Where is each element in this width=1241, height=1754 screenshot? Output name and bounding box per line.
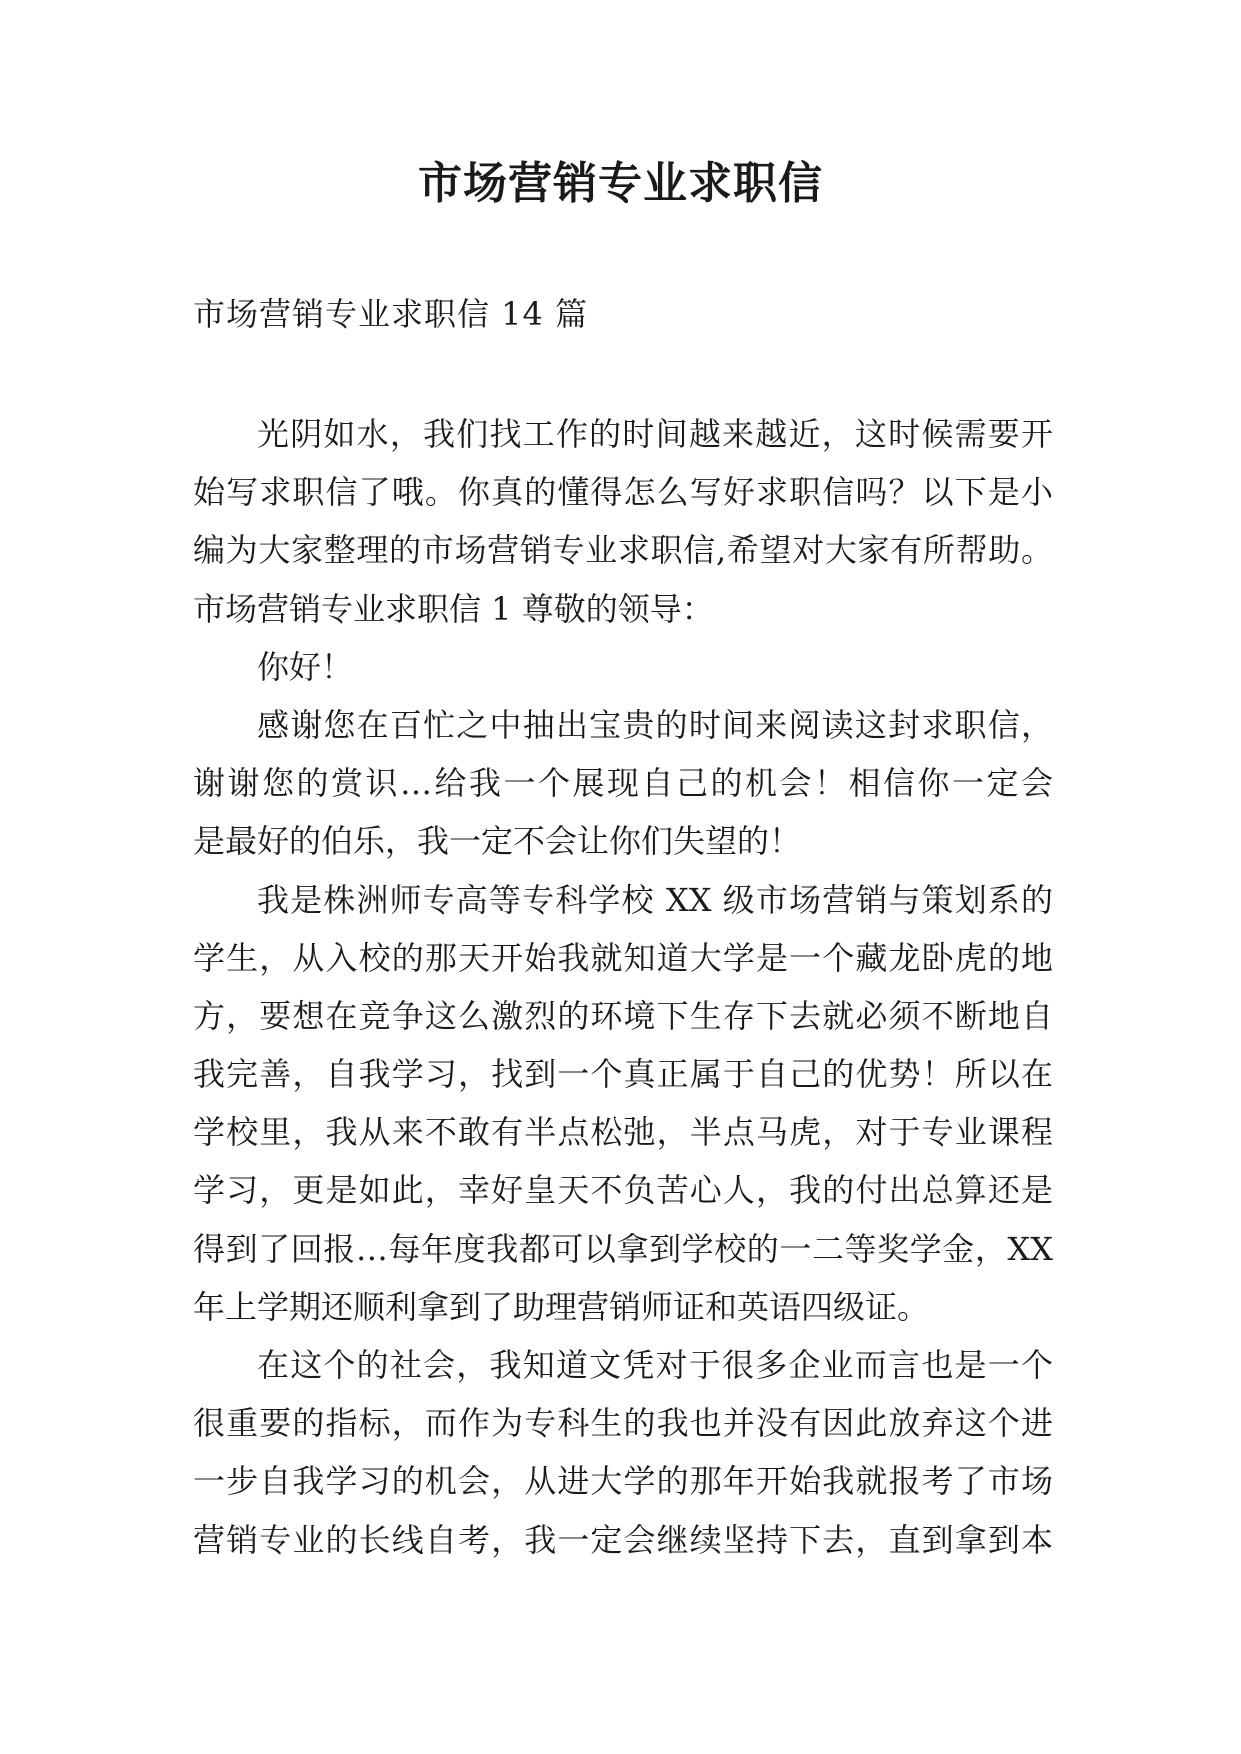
body-line: 很重要的指标，而作为专科生的我也并没有因此放弃这个进 xyxy=(193,1404,1053,1443)
body-line: 方，要想在竞争这么激烈的环境下生存下去就必须不断地自 xyxy=(193,996,1053,1035)
body-line: 编为大家整理的市场营销专业求职信,希望对大家有所帮助。 xyxy=(193,531,1053,570)
document-body xyxy=(193,405,1053,1569)
body-line: 谢谢您的赏识…给我一个展现自己的机会！相信你一定会 xyxy=(193,764,1053,803)
body-line: 始写求职信了哦。你真的懂得怎么写好求职信吗？以下是小 xyxy=(193,473,1053,512)
body-line: 我完善，自我学习，找到一个真正属于自己的优势！所以在 xyxy=(193,1055,1053,1094)
body-line: 市场营销专业求职信 1 尊敬的领导： xyxy=(193,589,714,628)
body-line: 年上学期还顺利拿到了助理营销师证和英语四级证。 xyxy=(193,1287,930,1326)
body-line: 是最好的伯乐，我一定不会让你们失望的！ xyxy=(193,822,802,861)
body-line: 感谢您在百忙之中抽出宝贵的时间来阅读这封求职信， xyxy=(257,705,1053,744)
body-line: 学校里，我从来不敢有半点松弛，半点马虎，对于专业课程 xyxy=(193,1113,1053,1152)
body-line: 光阴如水，我们找工作的时间越来越近，这时候需要开 xyxy=(257,415,1053,453)
document-subtitle: 市场营销专业求职信 14 篇 xyxy=(193,295,589,333)
body-line: 营销专业的长线自考，我一定会继续坚持下去，直到拿到本 xyxy=(193,1520,1053,1559)
body-line: 我是株洲师专高等专科学校 XX 级市场营销与策划系的 xyxy=(257,880,1053,919)
body-line: 学习，更是如此，幸好皇天不负苦心人，我的付出总算还是 xyxy=(193,1171,1053,1210)
body-line: 学生，从入校的那天开始我就知道大学是一个藏龙卧虎的地 xyxy=(193,938,1053,977)
body-line: 得到了回报…每年度我都可以拿到学校的一二等奖学金，XX xyxy=(193,1229,1053,1268)
document-title: 市场营销专业求职信 xyxy=(418,158,823,209)
body-line: 在这个的社会，我知道文凭对于很多企业而言也是一个 xyxy=(257,1346,1053,1384)
body-line: 你好！ xyxy=(257,647,354,686)
body-line: 一步自我学习的机会，从进大学的那年开始我就报考了市场 xyxy=(193,1462,1053,1501)
